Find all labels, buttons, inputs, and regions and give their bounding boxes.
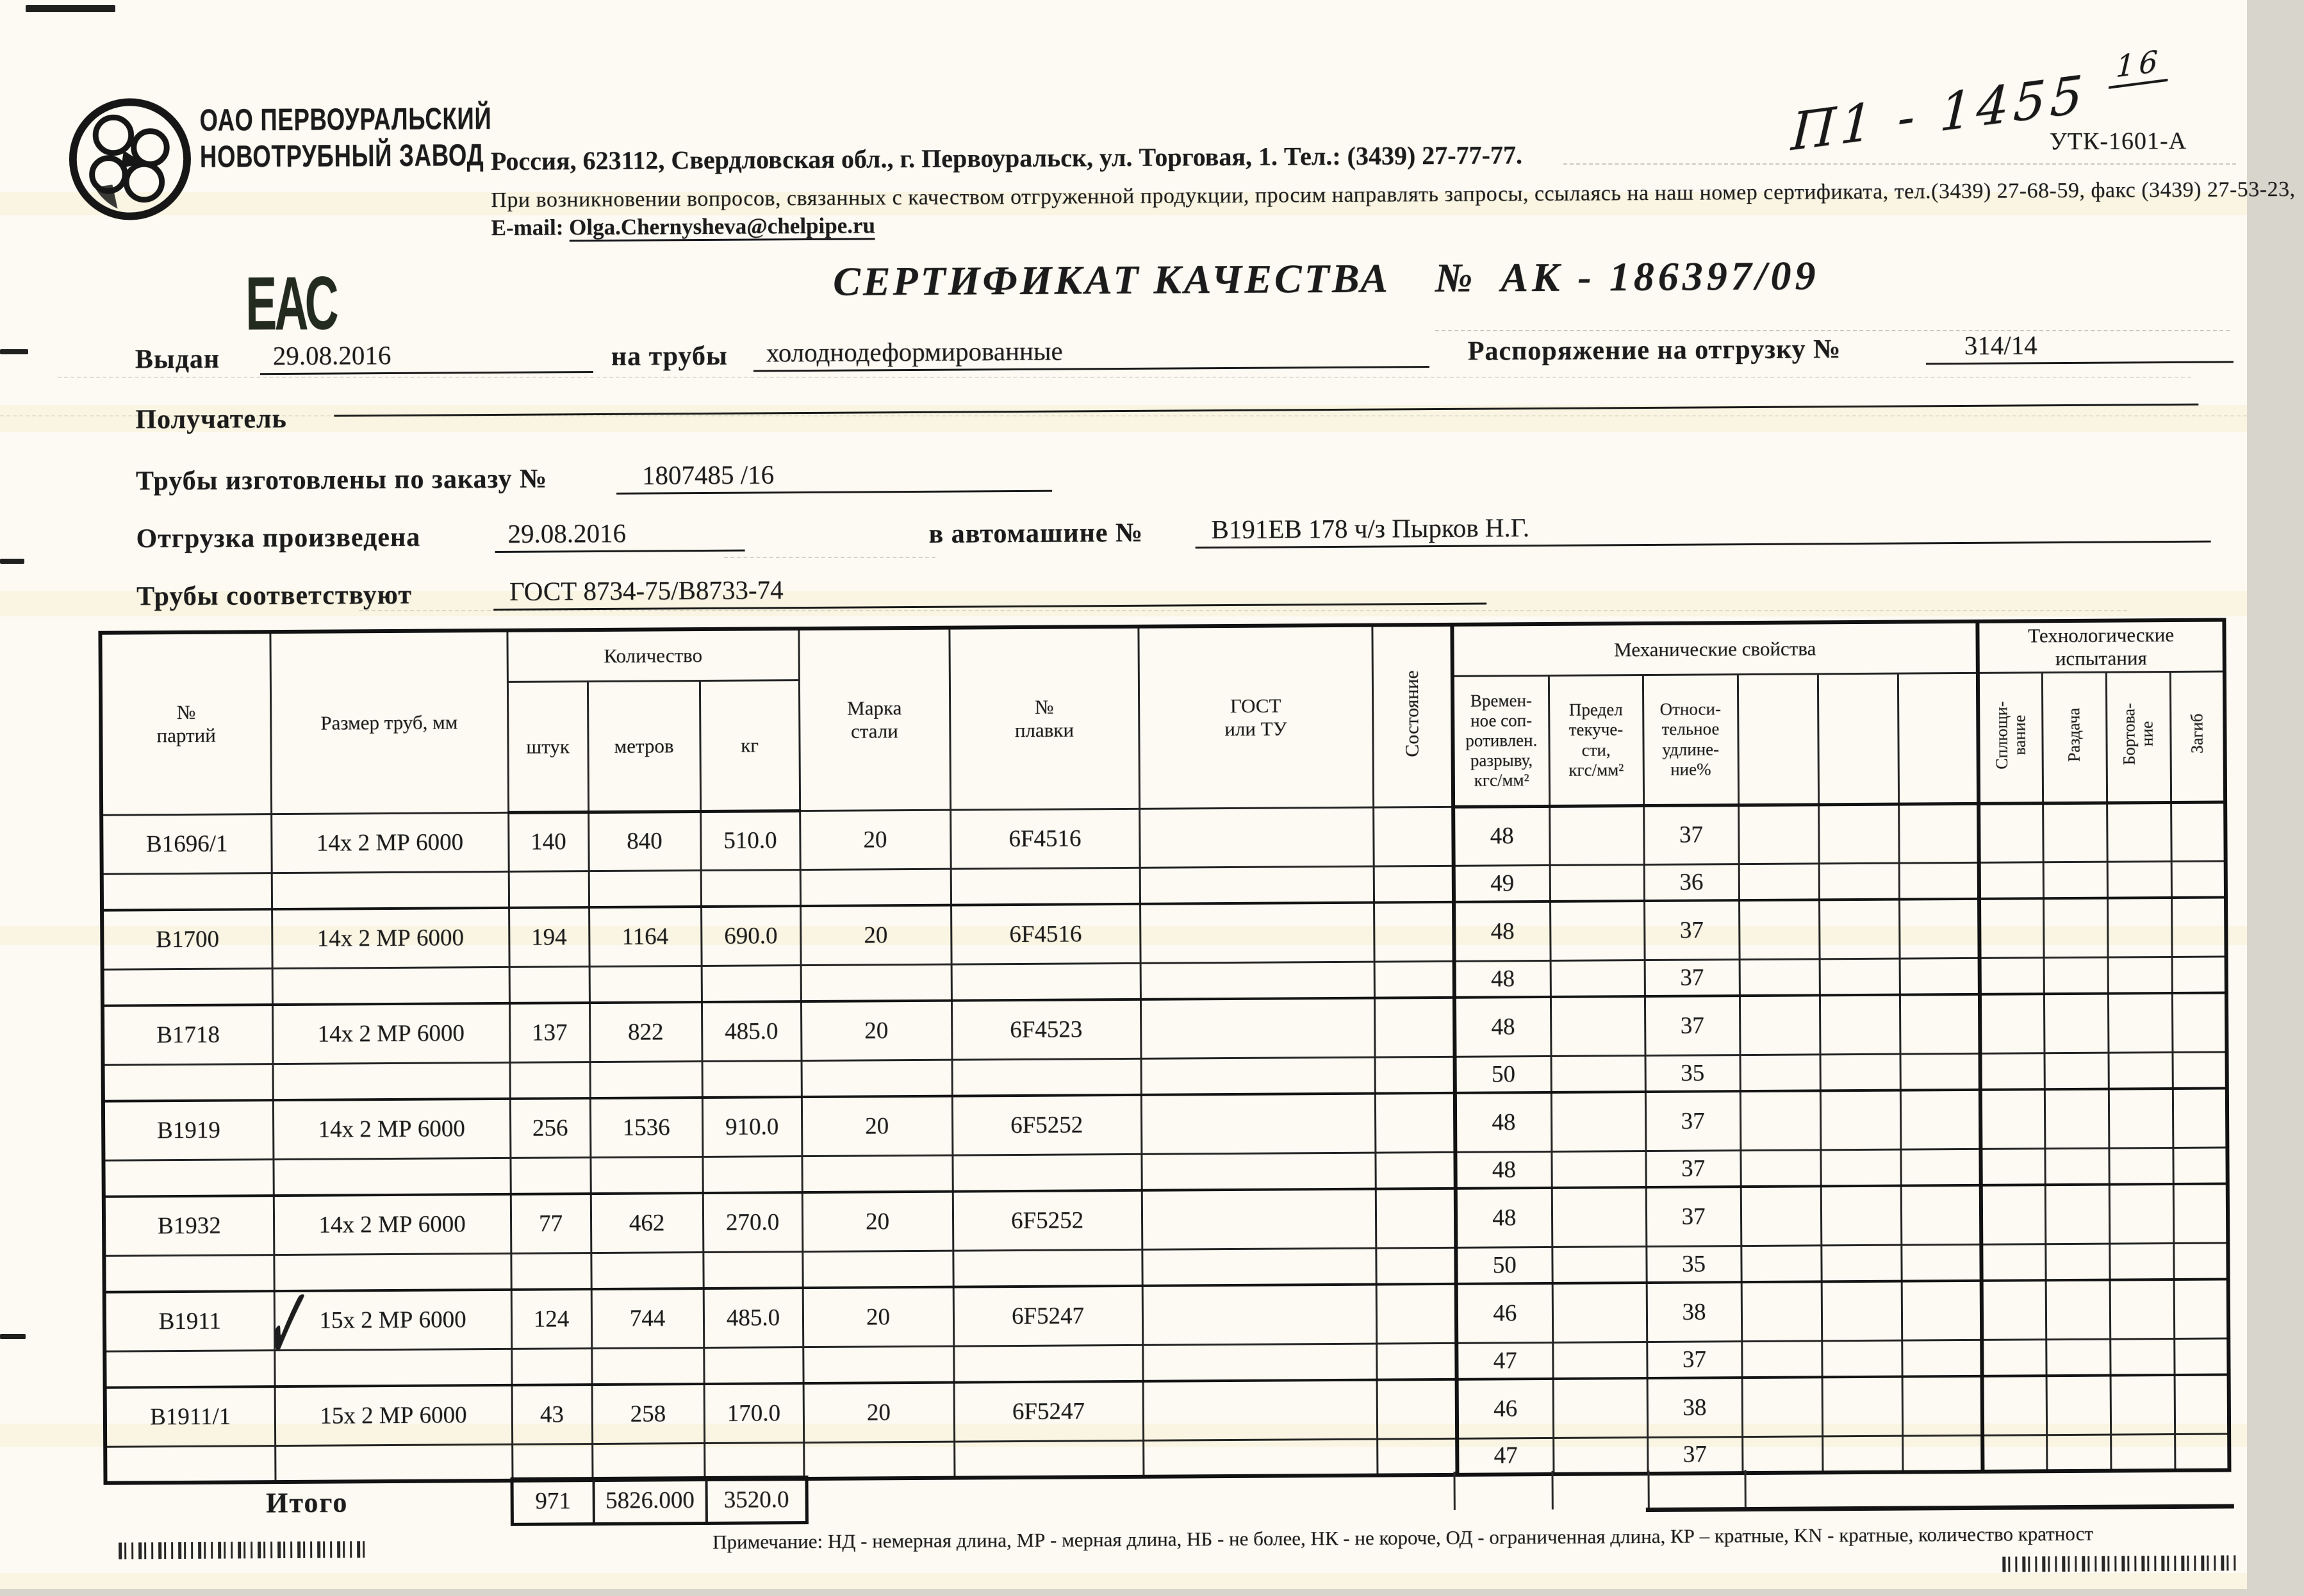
mech-columns-extension (1453, 1470, 1746, 1510)
tensile-value: 49 (1454, 865, 1550, 902)
heat-number: 6F4523 (951, 1000, 1141, 1060)
quality-contact-note: При возникновении вопросов, связанных с качеством отгруженной продукции, просим направлять запросы, ссылаясь на наш номер сертификата, тел.(3439) 27-68-59, факс (3439) 27-53-23, (491, 177, 2296, 213)
made-by-order-label: Трубы изготовлены по заказу № (135, 464, 548, 497)
qty-meters: 840 (588, 811, 701, 871)
pipe-size: 14х 2 МР 6000 (273, 1099, 511, 1159)
batch-number: В1718 (103, 1005, 273, 1065)
col-header-tensile: Времен- ное соп- ротивлен. разрыву, кгс/мм² (1452, 675, 1549, 807)
issued-label: Выдан (135, 344, 220, 375)
tensile-value: 48 (1455, 1151, 1551, 1189)
factory-logo (66, 95, 193, 223)
col-header-gost: ГОСТ или ТУ (1138, 625, 1373, 809)
qty-pieces: 194 (509, 907, 589, 967)
elongation-value: 36 (1644, 864, 1739, 901)
company-address: Россия, 623112, Свердловская обл., г. Первоуральск, ул. Торговая, 1. Тел.: (3439) 27-77-77. (490, 140, 1523, 176)
truck-label: в автомашине № (928, 518, 1144, 549)
totals-box (510, 1476, 808, 1526)
batch-number: В1932 (104, 1196, 274, 1256)
elongation-value: 37 (1643, 805, 1739, 864)
footnote: Примечание: НД - немерная длина, МР - мерная длина, НБ - не более, НК - не короче, ОД - ограниченная длина, КР – кратные, KN - кратные, количество кратност (712, 1522, 2093, 1553)
tensile-value: 46 (1456, 1283, 1553, 1343)
heat-number: 6F4516 (950, 809, 1140, 869)
certificate-number-sign: № (1435, 254, 1476, 301)
tensile-value: 46 (1457, 1379, 1554, 1438)
email-label: E-mail: (491, 215, 564, 241)
qty-meters: 744 (591, 1288, 704, 1348)
col-header-bend: Загиб (2170, 671, 2225, 802)
col-header-batch: № партий (100, 632, 271, 815)
steel-grade: 20 (803, 1383, 955, 1442)
total-meters: 5826.000 (595, 1479, 707, 1522)
col-header-quantity-group: Количество (507, 629, 798, 682)
qty-kg: 170.0 (704, 1383, 804, 1443)
qty-meters: 1536 (590, 1098, 703, 1157)
col-header-kg: кг (700, 680, 800, 811)
batch-number: В1700 (102, 909, 272, 969)
qty-meters: 258 (592, 1384, 705, 1444)
truck-number: В191ЕВ 178 ч/з Пырков Н.Г. (1195, 506, 2210, 549)
certificate-title-text: СЕРТИФИКАТ КАЧЕСТВА (832, 255, 1390, 304)
elongation-value: 37 (1645, 996, 1740, 1055)
qty-meters: 1164 (589, 907, 702, 966)
tensile-value: 47 (1457, 1438, 1553, 1475)
pipes-label: на трубы (611, 341, 728, 372)
col-header-empty (1818, 673, 1898, 805)
col-header-state: Состояние (1372, 625, 1453, 807)
shipping-order-label: Распоряжение на отгрузку № (1467, 334, 1841, 366)
tensile-value: 48 (1454, 960, 1551, 998)
steel-grade: 20 (802, 1192, 953, 1251)
qty-kg: 910.0 (702, 1097, 802, 1156)
tensile-value: 48 (1455, 1092, 1552, 1152)
recipient-blank-line (334, 369, 2198, 417)
elongation-value: 37 (1644, 900, 1740, 960)
pipe-size: 14х 2 МР 6000 (271, 812, 509, 873)
col-header-heat-number: № плавки (949, 627, 1139, 810)
pipe-size: 15х 2 МР 6000 (275, 1385, 513, 1445)
elongation-value: 38 (1647, 1378, 1743, 1437)
col-header-pieces: штук (507, 681, 588, 812)
total-kg: 3520.0 (723, 1486, 789, 1513)
qty-pieces: 124 (511, 1289, 592, 1349)
tensile-value: 47 (1456, 1342, 1552, 1379)
qty-meters: 462 (591, 1193, 704, 1253)
elongation-value: 38 (1647, 1282, 1742, 1342)
company-name-line2: НОВОТРУБНЫЙ ЗАВОД (199, 138, 484, 174)
tensile-value: 48 (1453, 806, 1550, 866)
tensile-value: 48 (1456, 1188, 1552, 1247)
heat-number: 6F5247 (953, 1286, 1143, 1346)
dot-matrix-stamp-left (119, 1541, 367, 1559)
qty-pieces: 137 (509, 1003, 590, 1062)
form-code: УТК-1601-А (2049, 127, 2187, 156)
elongation-value: 37 (1645, 1150, 1740, 1187)
pipes-table (98, 618, 2231, 1485)
certificate-number: АК - 186397/09 (1501, 252, 1820, 300)
elongation-value: 35 (1646, 1246, 1741, 1283)
recipient-label: Получатель (135, 404, 287, 435)
handwritten-checkmark: ✓ (261, 1259, 316, 1389)
qty-kg: 485.0 (702, 1001, 802, 1061)
email-address: Olga.Chernysheva@chelpipe.ru (569, 213, 875, 242)
tensile-value: 50 (1456, 1247, 1552, 1284)
col-header-yield: Предел текуче- сти, кгс/мм² (1549, 675, 1643, 806)
pipe-size: 14х 2 МР 6000 (274, 1194, 511, 1255)
certificate-title (833, 252, 1820, 305)
qty-kg: 510.0 (700, 810, 800, 870)
heat-number: 6F5247 (954, 1381, 1144, 1442)
conform-label: Трубы соответствуют (136, 580, 413, 612)
qty-kg: 270.0 (703, 1192, 803, 1252)
totals-label: Итого (266, 1486, 349, 1519)
tensile-value: 48 (1454, 901, 1551, 961)
shipped-date: 29.08.2016 (495, 515, 745, 553)
total-pieces: 971 (514, 1480, 595, 1523)
qty-meters: 822 (589, 1002, 702, 1062)
pipe-size: 14х 2 МР 6000 (272, 908, 509, 968)
col-header-technological-group: Технологические испытания (1977, 620, 2225, 673)
col-header-elongation: Относи- тельное удлине- ние% (1643, 674, 1738, 805)
col-header-empty (1898, 673, 1979, 804)
col-header-size: Размер труб, мм (270, 630, 508, 814)
elongation-value: 35 (1645, 1055, 1740, 1092)
steel-grade: 20 (803, 1287, 954, 1347)
batch-number: В1696/1 (101, 814, 272, 874)
qty-kg: 690.0 (701, 906, 801, 966)
heat-number: 6F4516 (951, 904, 1140, 964)
qty-pieces: 256 (510, 1098, 591, 1158)
handwritten-superscript: 16 (2109, 42, 2169, 89)
batch-number: В1911/1 (105, 1386, 276, 1447)
company-name-line1: ОАО ПЕРВОУРАЛЬСКИЙ (199, 102, 492, 138)
heat-number: 6F5252 (952, 1095, 1142, 1155)
elongation-value: 37 (1645, 959, 1740, 996)
conform-standard: ГОСТ 8734-75/В8733-74 (493, 568, 1486, 611)
eac-mark: ЕАС (245, 261, 337, 347)
batch-number: В1911 (104, 1291, 275, 1351)
pipe-size: 14х 2 МР 6000 (272, 1003, 510, 1064)
elongation-value: 37 (1646, 1187, 1741, 1246)
col-header-expansion: Раздача (2042, 672, 2107, 803)
col-header-meters: метров (588, 680, 700, 812)
col-header-steel-grade: Марка стали (798, 628, 950, 810)
qty-pieces: 43 (512, 1385, 593, 1444)
steel-grade: 20 (800, 905, 951, 965)
email-line (491, 213, 875, 241)
tensile-value: 50 (1455, 1056, 1551, 1093)
shipped-label: Отгрузка произведена (136, 522, 421, 554)
col-header-flanging: Бортова- ние (2106, 671, 2171, 803)
order-number: 1807485 /16 (616, 456, 1052, 495)
col-header-flattening: Сплющи- вание (1978, 672, 2043, 803)
steel-grade: 20 (800, 810, 951, 869)
issued-date: 29.08.2016 (260, 336, 593, 375)
pipe-size: ✓ 15х 2 МР 6000 (274, 1290, 512, 1350)
qty-pieces: 77 (511, 1194, 591, 1253)
shipping-order-number: 314/14 (1926, 326, 2234, 365)
elongation-value: 37 (1645, 1091, 1741, 1151)
dot-matrix-stamp-right (2002, 1555, 2241, 1572)
col-header-empty (1738, 673, 1818, 805)
tensile-value: 48 (1454, 997, 1551, 1057)
batch-number: В1919 (103, 1100, 274, 1160)
steel-grade: 20 (802, 1096, 953, 1156)
col-header-mechanical-group: Механические свойства (1452, 621, 1977, 676)
handwritten-number-text: П1 - 1455 (1790, 63, 2089, 163)
pipes-type: холоднодеформированные (753, 331, 1429, 372)
elongation-value: 37 (1647, 1341, 1741, 1378)
qty-kg: 485.0 (704, 1288, 803, 1347)
qty-pieces: 140 (508, 812, 589, 871)
steel-grade: 20 (801, 1001, 952, 1060)
heat-number: 6F5252 (953, 1190, 1142, 1251)
elongation-value: 37 (1647, 1436, 1742, 1474)
